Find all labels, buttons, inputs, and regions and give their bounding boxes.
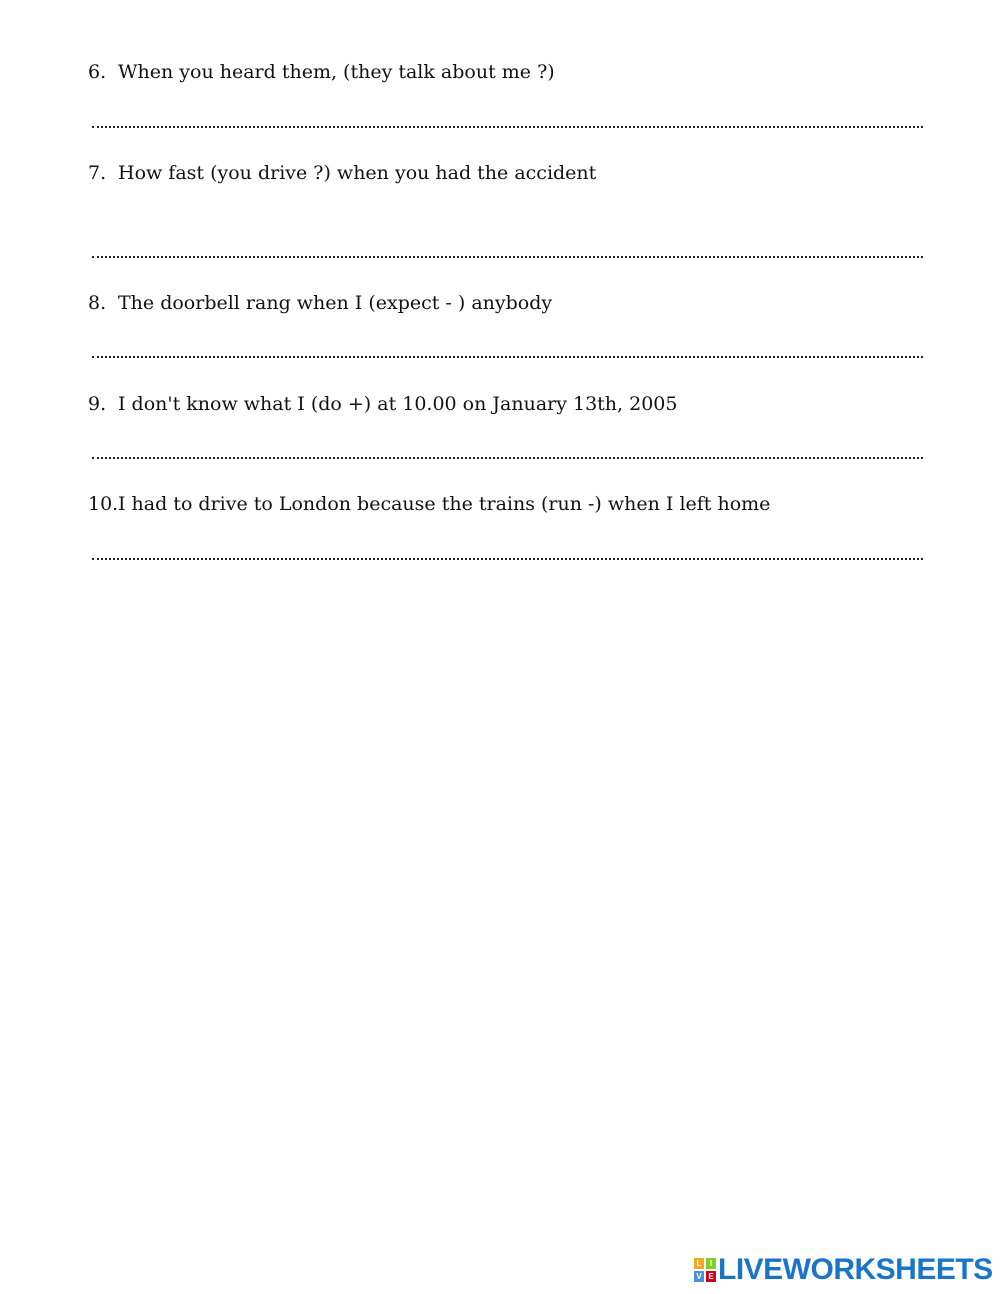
question-7	[88, 161, 596, 185]
question-6	[88, 60, 555, 84]
question-9	[88, 392, 677, 416]
question-text: How fast (you drive ?) when you had the accident	[118, 162, 597, 184]
answer-line-7[interactable]	[92, 256, 923, 258]
answer-line-9[interactable]	[92, 457, 923, 459]
logo-mark-icon	[694, 1258, 716, 1282]
question-text: I don't know what I (do +) at 10.00 on January 13th, 2005	[118, 393, 678, 415]
answer-line-10[interactable]	[92, 558, 923, 560]
question-text: The doorbell rang when I (expect - ) anybody	[118, 292, 553, 314]
answer-line-6[interactable]	[92, 126, 923, 128]
logo-mark-letter: V	[694, 1271, 704, 1282]
logo-mark-letter: I	[706, 1258, 716, 1269]
question-8	[88, 291, 552, 315]
liveworksheets-logo	[694, 1255, 993, 1285]
question-number: 7.	[88, 162, 107, 184]
question-number: 9.	[88, 393, 107, 415]
question-text: When you heard them, (they talk about me ?)	[118, 61, 555, 83]
logo-text: LIVEWORKSHEETS	[718, 1253, 993, 1286]
question-number: 6.	[88, 61, 107, 83]
answer-line-8[interactable]	[92, 356, 923, 358]
question-text: I had to drive to London because the trains (run -) when I left home	[118, 493, 771, 515]
logo-mark-letter: E	[706, 1271, 716, 1282]
question-10	[88, 492, 770, 516]
question-number: 10.	[88, 493, 119, 515]
question-number: 8.	[88, 292, 107, 314]
logo-mark-letter: L	[694, 1258, 704, 1269]
